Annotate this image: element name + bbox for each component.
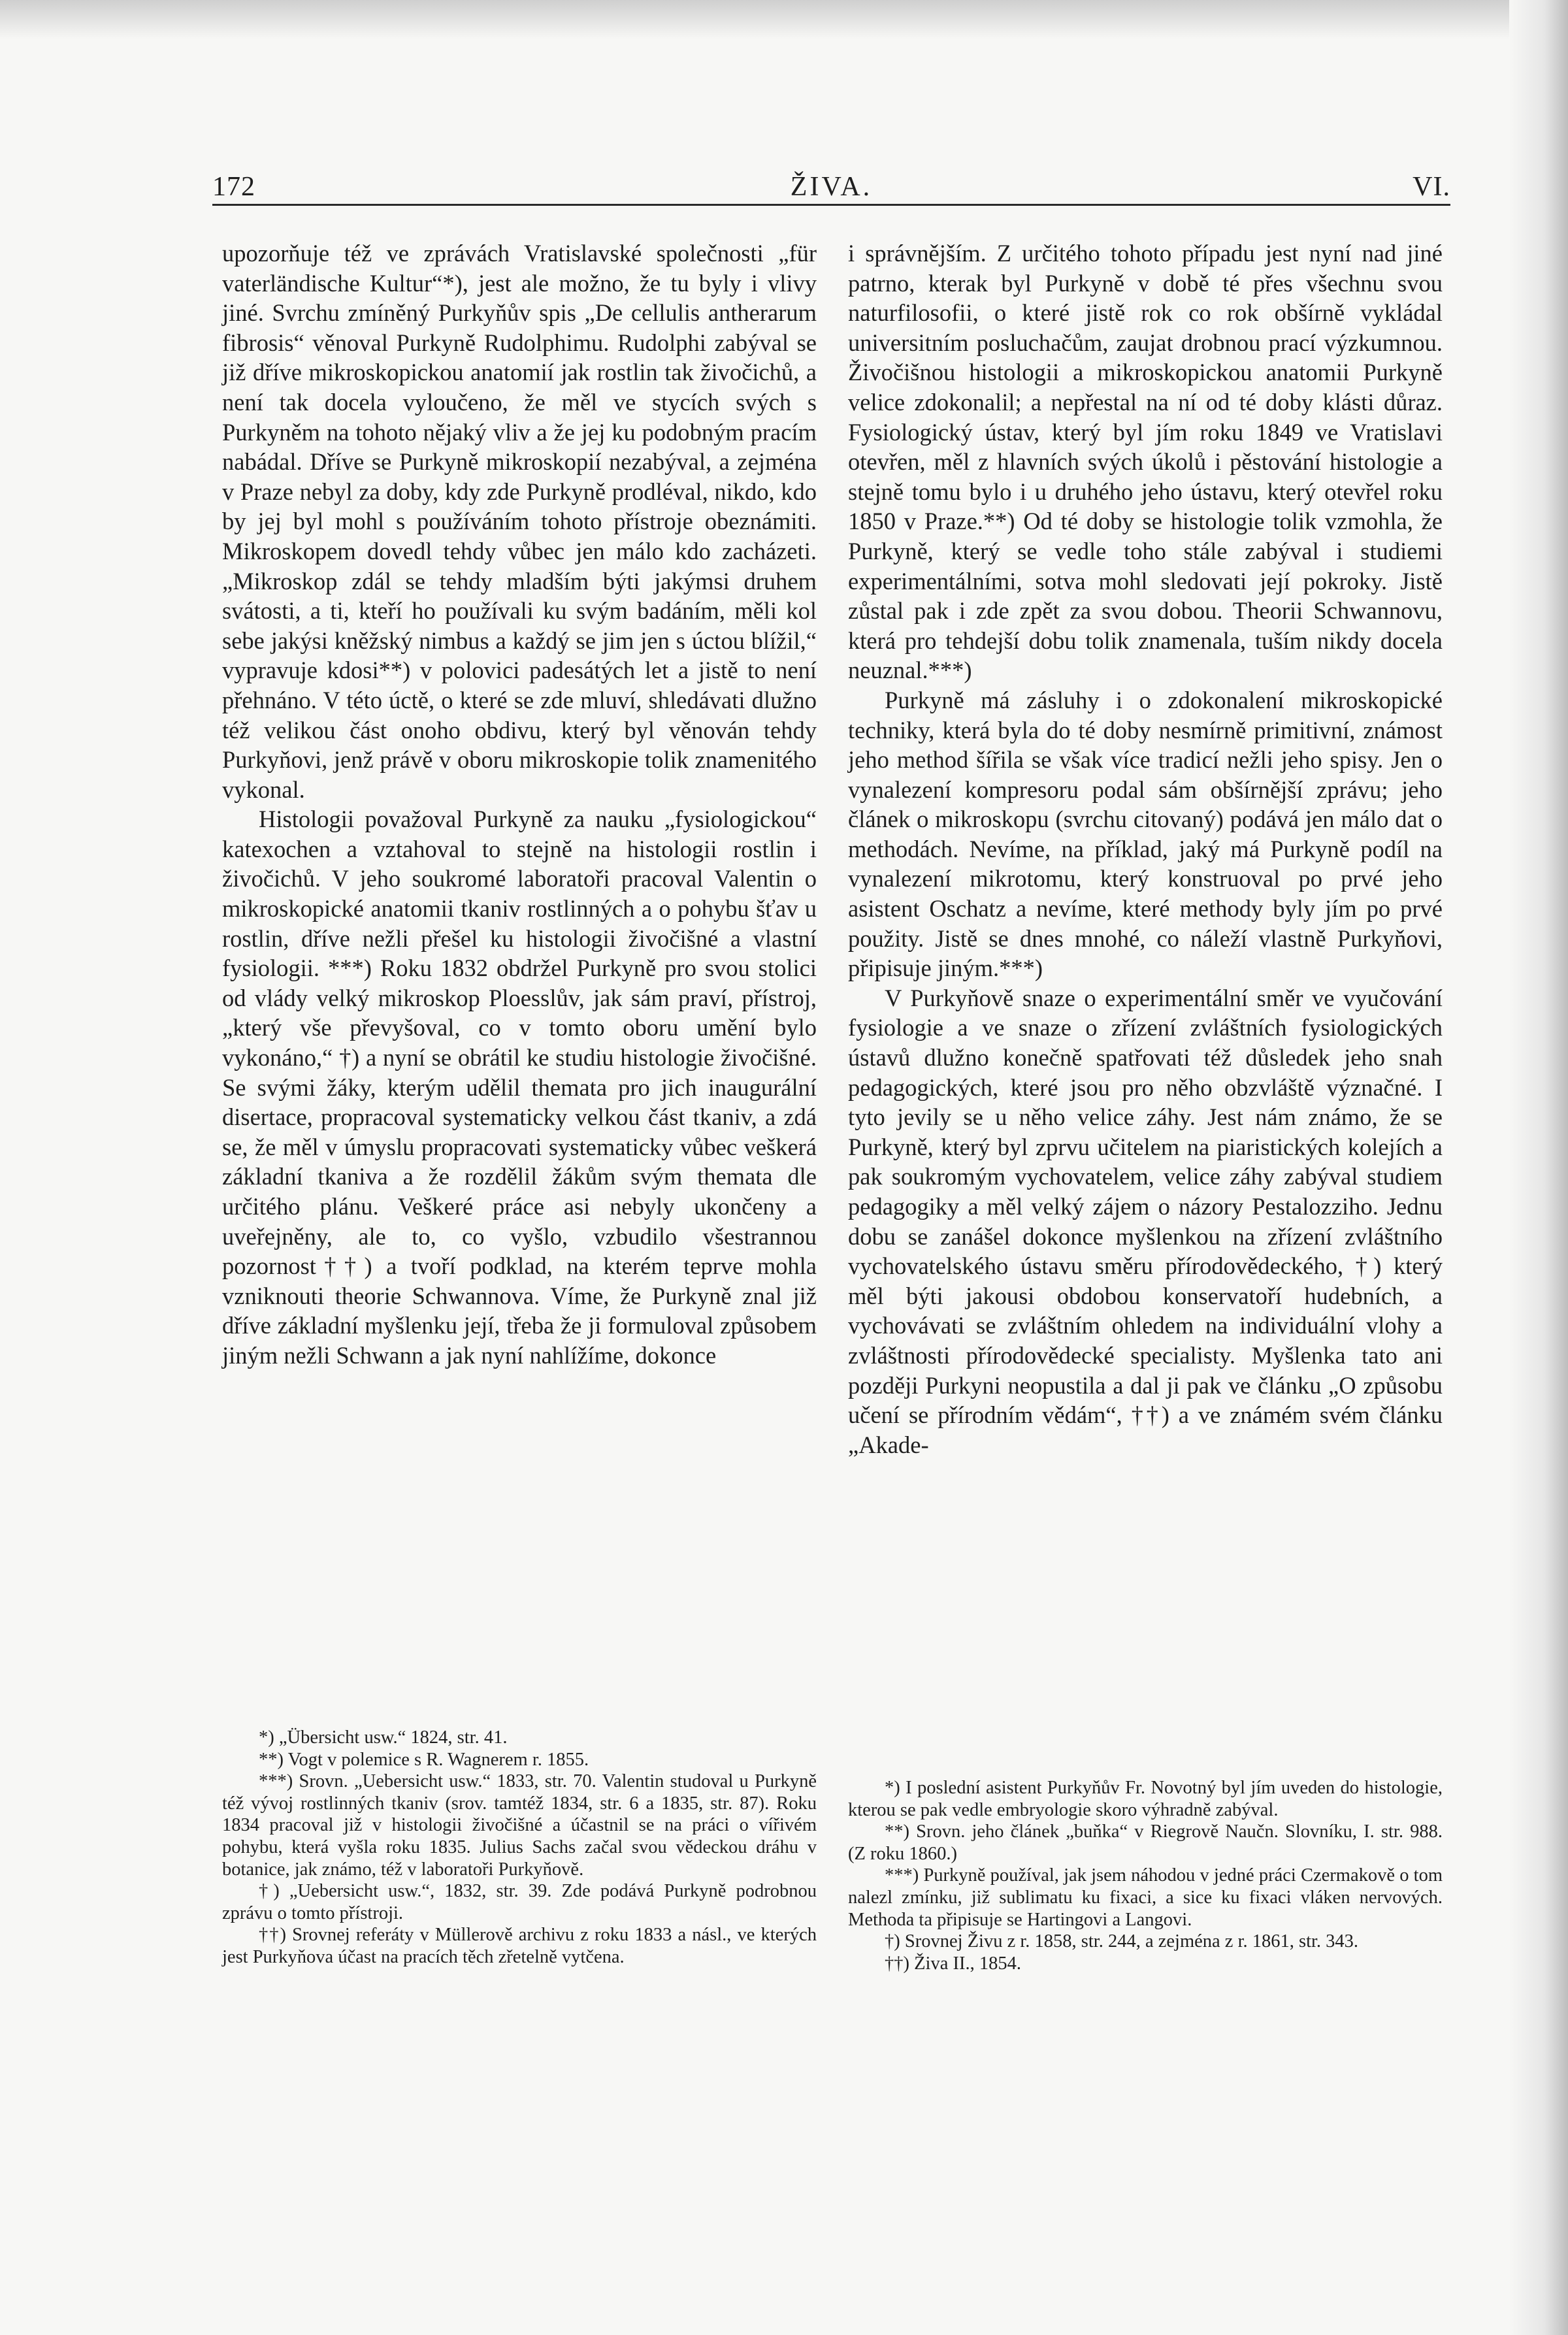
- header-rule: [212, 204, 1450, 206]
- left-column: [222, 238, 817, 1371]
- right-footnote-2: **) Srovn. jeho článek „buňka“ v Riegrově Naučn. Slovníku, I. str. 988. (Z roku 1860.): [848, 1821, 1443, 1864]
- left-footnote-1: *) „Übersicht usw.“ 1824, str. 41.: [259, 1727, 508, 1748]
- left-footnote-2: **) Vogt v polemice s R. Wagnerem r. 1855.: [259, 1749, 589, 1770]
- page-header: [212, 171, 1450, 204]
- page-number: 172: [212, 172, 255, 202]
- journal-title: ŽIVA.: [790, 172, 873, 202]
- left-paragraph-2: Histologii považoval Purkyně za nauku „fysiologickou“ katexochen a vztahoval to stejně na histologii rostlin i živočichů. V jeho soukromé laboratoři pracoval Valentin o mikroskopické anatomii tkaniv rostlinných a o pohybu šťav u rostlin, dříve nežli přešel ku histologii živočišné a vlastní fysiologii. ***) Roku 1832 obdržel Purkyně pro svou stolici od vlády velký mikroskop Ploesslův, jak sám praví, přístroj, „který vše převyšoval, co v tomto oboru umění bylo vykonáno,“ †) a nyní se obrátil ke studiu histologie živočišné. Se svými žáky, kterým udělil themata pro jich inaugurální disertace, propracoval systematicky velkou část tkaniv, a zdá se, že měl v úmyslu propracovati systematicky vůbec veškerá základní tkaniva a že rozdělil žákům svým themata dle určitého plánu. Veškeré práce asi nebyly ukončeny a uveřejněny, ale to, co vyšlo, vzbudilo všestrannou pozornost††) a tvoří podklad, na kterém teprve mohla vzniknouti theorie Schwannova. Víme, že Purkyně znal již dříve základní myšlenku její, třeba že ji formuloval způsobem jiným nežli Schwann a jak nyní nahlížíme, dokonce: [222, 806, 817, 1369]
- left-footnote-3: ***) Srovn. „Uebersicht usw.“ 1833, str. 70. Valentin studoval u Purkyně též vývoj rostlinných tkaniv (srov. tamtéž 1834, str. 6 a 1835, str. 87). Roku 1834 pracoval již v histologii živočišné a účastnil se na práci o vířivém pohybu, která vyšla roku 1835. Julius Sachs začal svou vědeckou dráhu v botanice, jak známo, též v laboratoři Purkyňově.: [222, 1771, 817, 1880]
- volume-number: VI.: [1413, 172, 1450, 202]
- scan-shadow-right: [1509, 0, 1568, 2335]
- right-paragraph-3: V Purkyňově snaze o experimentální směr ve vyučování fysiologie a ve snaze o zřízení zvláštních fysiologických ústavů dlužno konečně spatřovati též důsledek jeho snah pedagogických, které jsou pro něho obzvláště význačné. I tyto jevily se u něho velice záhy. Jest nám známo, že se Purkyně, který byl zprvu učitelem na piaristických kolejích a pak soukromým vychovatelem, velice záhy zabýval studiem pedagogiky a měl velký zájem o názory Pestalozziho. Jednu dobu se zanášel dokonce myšlenkou na zřízení zvláštního vychovatelského ústavu směru přírodovědeckého, †) který měl býti jakousi obdobou konservatoří hudebních, a vychovávati se zvláštním ohledem na individuální vlohy a zvláštnosti přírodovědecké specialisty. Myšlenka tato ani později Purkyni neopustila a dal ji pak ve článku „O způsobu učení se přírodním vědám“, ††) a ve známém svém článku „Akade-: [848, 984, 1443, 1458]
- right-paragraph-2: Purkyně má zásluhy i o zdokonalení mikroskopické techniky, která byla do té doby nesmírně primitivní, známost jeho method šířila se však více tradicí nežli jeho spisy. Jen o vynalezení kompresoru podal sám obšírnější zprávu; jeho článek o mikroskopu (svrchu citovaný) podává jen málo dat o methodách. Nevíme, na příklad, jaký má Purkyně podíl na vynalezení mikrotomu, který konstruoval po prvé jeho asistent Oschatz a nevíme, které methody byly jím po prvé použity. Jistě se dnes mnohé, co náleží vlastně Purkyňovi, připisuje jiným.***): [848, 686, 1443, 982]
- right-footnote-1: *) I poslední asistent Purkyňův Fr. Novotný byl jím uveden do histologie, kterou se pak vedle embryologie skoro výhradně zabýval.: [848, 1778, 1443, 1820]
- right-column: [848, 238, 1443, 1460]
- left-footnotes: [222, 1727, 817, 1968]
- scan-shadow-top: [0, 0, 1568, 39]
- left-paragraph-1: upozorňuje též ve zprávách Vratislavské společnosti „für vaterländische Kultur“*), jest ale možno, že tu byly i vlivy jiné. Svrchu zmíněný Purkyňův spis „De cellulis antherarum fibrosis“ věnoval Purkyně Rudolphimu. Rudolphi zabýval se již dříve mikroskopickou anatomií jak rostlin tak živočichů, a není tak docela vyloučeno, že měl ve stycích svých s Purkyněm na tohoto nějaký vliv a že jej ku podobným pracím nabádal. Dříve se Purkyně mikroskopií nezabýval, a zejména v Praze nebyl za doby, kdy zde Purkyně prodléval, nikdo, kdo by jej byl mohl s používáním tohoto přístroje obeznámiti. Mikroskopem dovedl tehdy vůbec jen málo kdo zacházeti. „Mikroskop zdál se tehdy mladším býti jakýmsi druhem svátosti, a ti, kteří ho používali ku svým badáním, měli kol sebe jakýsi kněžský nimbus a každý se jim jen s úctou blížil,“ vypravuje kdosi**) v polovici padesátých let a jistě to není přehnáno. V této úctě, o které se zde mluví, shledávati dlužno též velikou část onoho obdivu, který byl věnován tehdy Purkyňovi, jenž právě v oboru mikroskopie tolik znamenitého vykonal.: [222, 240, 817, 803]
- right-footnotes: [848, 1777, 1443, 1974]
- right-footnote-3: ***) Purkyně používal, jak jsem náhodou v jedné práci Czermakově o tom nalezl zmínku, již sublimatu ku fixaci, a sice ku fixaci vláken nervových. Methoda ta připisuje se Hartingovi a Langovi.: [848, 1865, 1443, 1930]
- left-footnote-4: †) „Uebersicht usw.“, 1832, str. 39. Zde podává Purkyně podrobnou zprávu o tomto přístroji.: [222, 1881, 817, 1923]
- right-paragraph-1: i správnějším. Z určitého tohoto případu jest nyní nad jiné patrno, kterak byl Purkyně v době té přes všechnu svou naturfilosofii, o které jistě rok co rok obšírně vykládal universitním posluchačům, zaujat drobnou prací výzkumnou. Živočišnou histologii a mikroskopickou anatomii Purkyně velice zdokonalil; a nepřestal na ní od té doby klásti důraz. Fysiologický ústav, který byl jím roku 1849 ve Vratislavi otevřen, měl z hlavních svých úkolů i pěstování histologie a stejně tomu bylo i u druhého jeho ústavu, který otevřel roku 1850 v Praze.**) Od té doby se histologie tolik vzmohla, že Purkyně, který se vedle toho stále zabýval i studiemi experimentálními, sotva mohl sledovati její pokroky. Jistě zůstal pak i zde zpět za svou dobou. Theorii Schwannovu, která pro tehdejší dobu tolik znamenala, tuším nikdy docela neuznal.***): [848, 240, 1443, 684]
- right-footnote-4: †) Srovnej Živu z r. 1858, str. 244, a zejména z r. 1861, str. 343.: [885, 1931, 1359, 1952]
- left-footnote-5: ††) Srovnej referáty v Müllerově archivu z roku 1833 a násl., ve kterých jest Purkyňova účast na pracích těch zřetelně vytčena.: [222, 1925, 817, 1967]
- right-footnote-5: ††) Živa II., 1854.: [885, 1953, 1021, 1974]
